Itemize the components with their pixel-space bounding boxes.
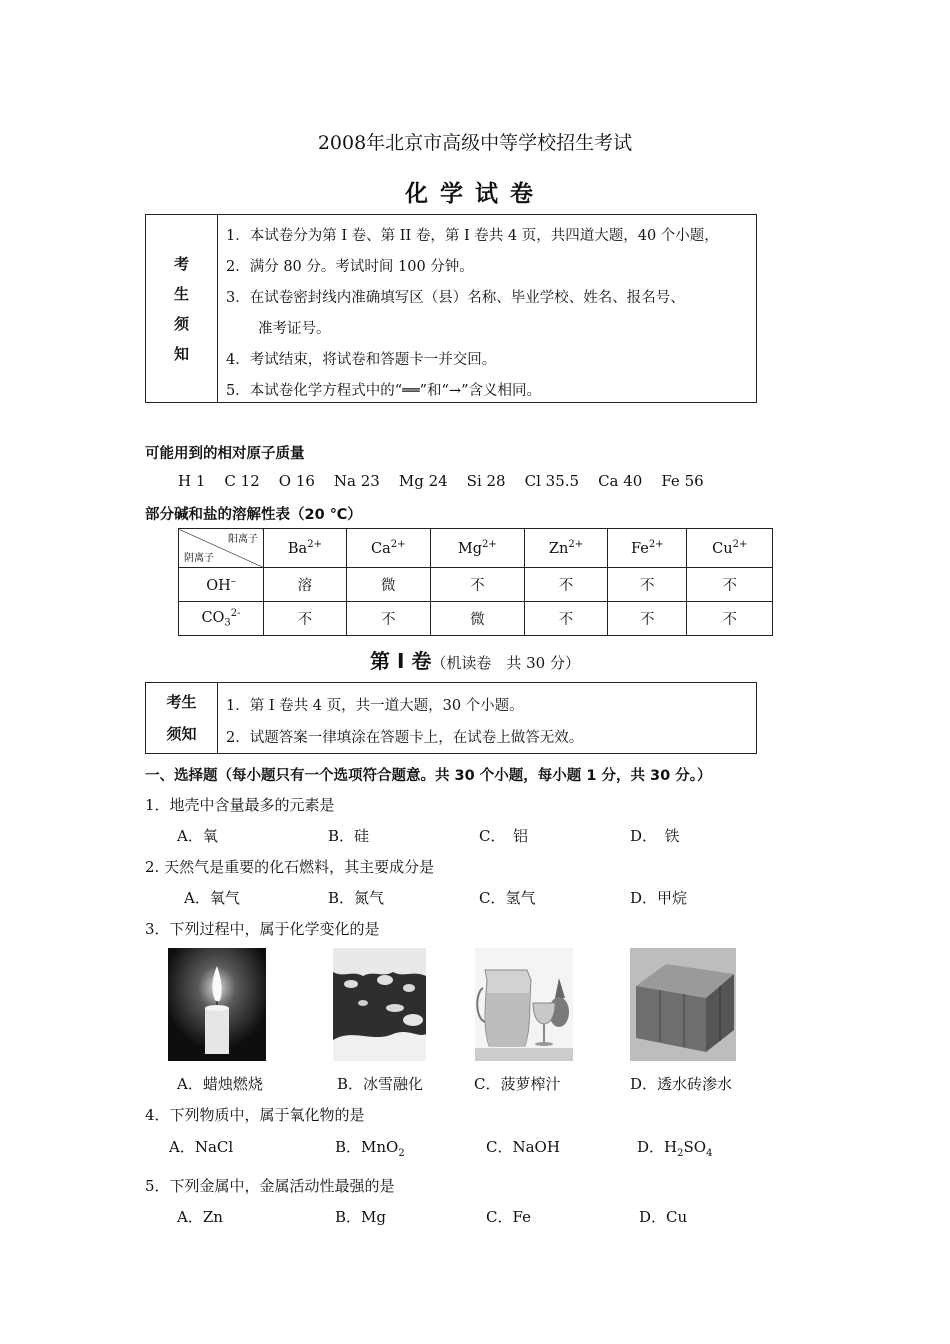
option-c: C．Fe (486, 1208, 531, 1226)
notice-line: 2．试题答案一律填涂在答题卡上，在试卷上做答无效。 (226, 730, 584, 746)
option-b: B．Mg (335, 1208, 386, 1226)
option-d: D．$H_2SO_4$ (637, 1138, 713, 1159)
option-c: C． 铝 (479, 827, 528, 845)
option-a: A．氧气 (184, 889, 240, 907)
table-corner: 阳离子 阴离子 (179, 529, 264, 568)
notice-line: 2．满分 80 分。考试时间 100 分钟。 (226, 259, 474, 275)
table-cell: 不 (524, 602, 607, 636)
table-cell: 不 (608, 568, 687, 602)
notice-line: 1．第 I 卷共 4 页，共一道大题，30 个小题。 (226, 698, 524, 714)
table-cell: 不 (687, 602, 773, 636)
cation-header: $Zn^{2+}$ (524, 529, 607, 568)
exam-title: 2008年北京市高级中等学校招生考试 (317, 132, 633, 154)
option-d: D． 铁 (630, 827, 680, 845)
cation-header: $Ca^{2+}$ (346, 529, 430, 568)
option-b: B．硅 (328, 827, 370, 845)
question-3: 3．下列过程中，属于化学变化的是 (145, 920, 380, 938)
solubility-heading: 部分碱和盐的溶解性表（20 ℃） (145, 507, 362, 523)
candle-image (168, 948, 266, 1061)
atomic-mass-list: H 1 C 12 O 16 Na 23 Mg 24 Si 28 Cl 35.5 Ca 40 Fe 56 (178, 472, 704, 490)
notice-line: 4．考试结束，将试卷和答题卡一并交回。 (226, 352, 497, 368)
table-cell: 不 (687, 568, 773, 602)
cation-header: $Mg^{2+}$ (430, 529, 524, 568)
option-a: A．氧 (177, 827, 218, 845)
table-cell: 溶 (264, 568, 347, 602)
table-cell: 不 (608, 602, 687, 636)
volume-title: 第 I 卷（机读卷 共 30 分） (370, 649, 580, 673)
option-c: C．菠萝榨汁 (474, 1075, 561, 1093)
solubility-table (178, 528, 773, 636)
option-d: D．Cu (639, 1208, 688, 1226)
notice-line: 3．在试卷密封线内准确填写区（县）名称、毕业学校、姓名、报名号、 (226, 290, 685, 306)
anion-header: $CO_3^{2-}$ (179, 602, 264, 636)
pineapple-juice-image (475, 948, 573, 1061)
question-5: 5．下列金属中，金属活动性最强的是 (145, 1177, 395, 1195)
cation-header: $Cu^{2+}$ (687, 529, 773, 568)
notice-box-2 (145, 682, 757, 754)
option-b: B．MnO$_2$ (335, 1138, 405, 1159)
notice-head: 考生 须知 (146, 683, 218, 753)
option-a: A．NaCl (169, 1138, 234, 1156)
table-row (179, 602, 773, 636)
table-cell: 不 (430, 568, 524, 602)
table-cell: 不 (524, 568, 607, 602)
atomic-mass-heading: 可能用到的相对原子质量 (145, 446, 305, 462)
melting-snow-image (333, 948, 426, 1061)
option-d: D．透水砖渗水 (630, 1075, 733, 1093)
option-c: C．NaOH (486, 1138, 560, 1156)
section-heading: 一、选择题（每小题只有一个选项符合题意。共 30 个小题，每小题 1 分，共 30 分。） (145, 768, 712, 784)
table-header-row (179, 529, 773, 568)
option-a: A．Zn (177, 1208, 223, 1226)
cation-header: $Ba^{2+}$ (264, 529, 347, 568)
option-b: B．氮气 (328, 889, 385, 907)
table-cell: 不 (264, 602, 347, 636)
question-2: 2. 天然气是重要的化石燃料，其主要成分是 (145, 858, 435, 876)
option-c: C．氢气 (479, 889, 536, 907)
cation-header: $Fe^{2+}$ (608, 529, 687, 568)
notice-line: 5．本试卷化学方程式中的“══”和“→”含义相同。 (226, 383, 541, 399)
notice-line: 准考证号。 (258, 321, 331, 337)
permeable-brick-image (630, 948, 736, 1061)
table-row (179, 568, 773, 602)
table-cell: 微 (430, 602, 524, 636)
anion-header: OH– (179, 568, 264, 602)
option-b: B．冰雪融化 (337, 1075, 424, 1093)
table-cell: 微 (346, 568, 430, 602)
option-d: D．甲烷 (630, 889, 688, 907)
question-1: 1．地壳中含量最多的元素是 (145, 796, 335, 814)
exam-subtitle: 化学试卷 (405, 181, 545, 207)
notice-box (145, 214, 757, 403)
notice-head: 考 生 须 知 (146, 215, 218, 402)
question-4: 4．下列物质中，属于氧化物的是 (145, 1106, 365, 1124)
notice-line: 1．本试卷分为第 I 卷、第 II 卷，第 I 卷共 4 页，共四道大题，40 个小题， (226, 228, 719, 244)
option-a: A．蜡烛燃烧 (177, 1075, 263, 1093)
table-cell: 不 (346, 602, 430, 636)
